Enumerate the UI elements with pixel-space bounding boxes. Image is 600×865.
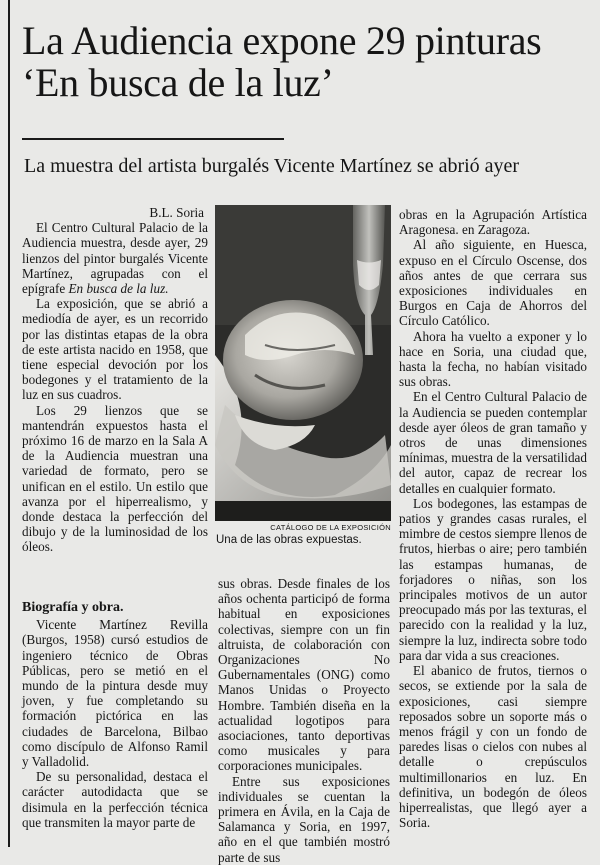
paragraph (22, 220, 208, 296)
column-1-biography (22, 600, 208, 830)
paragraph: El abanico de frutos, tiernos o secos, se extiende por la sala de exposiciones, casi siempre reposados sobre un soporte más o menos frágil y con un fondo de paredes lisas o cielos con nubes al detalle o crepúsculos multimillonarios en luz. En definitiva, un bodegón de óleos hiperrealistas, que llegó ayer a Soria. (399, 663, 587, 831)
paragraph: obras en la Agrupación Artística Aragonesa. en Zaragoza. (399, 207, 587, 238)
photo-credit: CATÁLOGO DE LA EXPOSICIÓN (270, 523, 391, 532)
headline: La Audiencia expone 29 pinturas ‘En busca de la luz’ (22, 18, 542, 105)
paragraph-text: El Centro Cultural Palacio de la Audiencia muestra, desde ayer, 29 lienzos del pintor burgalés Vicente Martínez, agrupadas con el epígrafe (22, 220, 208, 297)
subheadline: La muestra del artista burgalés Vicente Martínez se abrió ayer (24, 155, 520, 177)
paragraph: La exposición, que se abrió a mediodía de ayer, es un recorrido por las distintas etapas de la obra de este artista nacido en 1958, que tiene especial devoción por los bodegones y el tratamiento de la luz en sus cuadros. (22, 296, 208, 403)
column-2 (218, 576, 390, 865)
paragraph: Vicente Martínez Revilla (Burgos, 1958) cursó estudios de ingeniero técnico de Obras Públicas, pero se metió en el mundo de la pintura desde muy joven, y fue completando su formación pictórica en las ciudades de Barcelona, Bilbao como discípulo de Alfonso Ramil y Valladolid. (22, 617, 208, 770)
column-3 (399, 207, 587, 830)
paragraph: sus obras. Desde finales de los años ochenta participó de forma habitual en exposiciones colectivas, siempre con un fin altruista, de colaboración con Organizaciones No Gubernamentales (ONG) como Manos Unidas o Proyecto Hombre. También diseña en la actualidad logotipos para asociaciones, tanto deportivas como musicales y para corporaciones municipales. (218, 576, 390, 774)
byline: B.L. Soria (149, 205, 204, 220)
column-border (8, 0, 10, 847)
still-life-painting-image (215, 205, 391, 521)
paragraph: De su personalidad, destaca el carácter autodidacta que se disimula en la perfección técnica que transmiten la mayor parte de (22, 769, 208, 830)
paragraph: En el Centro Cultural Palacio de la Audiencia se pueden contemplar desde ayer óleos de gran tamaño y otros de unas dimensiones mínimas, muestra de la versatilidad del autor, capaz de recrear los detalles en cualquier formato. (399, 389, 587, 496)
headline-rule (22, 138, 284, 140)
paragraph: Los 29 lienzos que se mantendrán expuestos hasta el próximo 16 de marzo en la Sala A de la Audiencia muestran una variedad de formato, pero se unifican en el estilo. Un estilo que avanza por el hiperrealismo, y donde destaca la perfección del dibujo y de la luminosidad de los óleos. (22, 402, 208, 555)
paragraph: Los bodegones, las estampas de patios y grandes casas rurales, el mimbre de cestos siempre llenos de frutos, hierbas o aire; pero también las estampas humanas, de forjadores o niñas, son los principales motivos de un autor preocupado más por las texturas, el parecido con la realidad y la luz, siempre la luz, indirecta sobre todo para dar vida a sus creaciones. (399, 495, 587, 663)
exhibition-title: En busca de la luz. (68, 281, 169, 297)
photo-caption: Una de las obras expuestas. (216, 534, 362, 546)
paragraph: Ahora ha vuelto a exponer y lo hace en Soria, una ciudad que, hasta la fecha, no habían visitado sus obras. (399, 328, 587, 390)
artwork-photo (215, 205, 391, 521)
paragraph: Al año siguiente, en Huesca, expuso en el Círculo Oscense, dos años antes de que cerrara sus exposiciones individuales en Burgos en Caja de Ahorros del Círculo Católico. (399, 237, 587, 329)
paragraph: Entre sus exposiciones individuales se cuentan la primera en Ávila, en la Caja de Salamanca y Soria, en 1997, año en el que también mostró parte de sus (218, 773, 390, 865)
column-1 (22, 205, 208, 555)
section-title: Biografía y obra. (22, 600, 124, 615)
